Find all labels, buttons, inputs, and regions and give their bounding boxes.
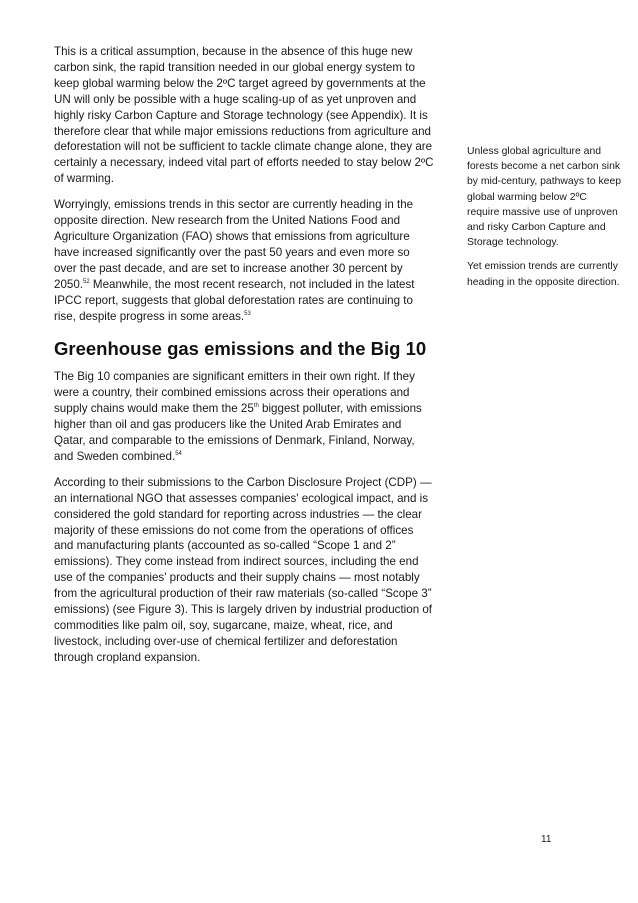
paragraph-carbon-sink-assumption: This is a critical assumption, because in the absence of this huge new carbon sink, the rapid transition needed in our global energy system to keep global warming below the 2ºC target agreed by governments at the UN will only be possible with a huge scaling-up of as yet unproven and highly risky Carbon Capture and Storage technology (see Appendix). It is therefore clear that while major emissions reductions from agriculture and deforestation will not be sufficient to tackle climate change alone, they are certainly a necessary, indeed vital part of efforts needed to stay below 2ºC of warming. xyxy=(54,45,434,186)
ordinal-suffix: th xyxy=(253,403,259,410)
main-column xyxy=(54,44,435,676)
paragraph-big10-text-b: biggest polluter, with emissions higher than oil and gas producers like the United Arab Emirates and Qatar, and comparable to the emissions of Denmark, Finland, Norway, and Sweden combined. xyxy=(54,402,422,463)
paragraph-big10-emitters xyxy=(54,369,435,464)
paragraph-emissions-trends-text-a: Worryingly, emissions trends in this sector are currently heading in the opposite direction. New research from the United Nations Food and Agriculture Organization (FAO) shows that emissions from agriculture have increased significantly over the past 50 years and even more so over the past decade, and are set to increase another 30 percent by 2050. xyxy=(54,198,414,291)
paragraph-emissions-trends-text-b: Meanwhile, the most recent research, not included in the latest IPCC report, suggests that global deforestation rates are continuing to rise, despite progress in some areas. xyxy=(54,277,415,323)
paragraph-emissions-trends xyxy=(54,197,435,324)
page-number: 11 xyxy=(541,834,552,845)
paragraph-cdp-submissions: According to their submissions to the Carbon Disclosure Project (CDP) — an international NGO that assesses companies' ecological impact, and is considered the gold standard for reporting across industries — the clear majority of these emissions do not come from the operations of offices and manufacturing plants (accounted as so-called “Scope 1 and 2” emissions). They come instead from indirect sources, including the end use of the companies' products and their supply chains — most notably from the agricultural production of their raw materials (so-called “Scope 3” emissions) (see Figure 3). This is largely driven by industrial production of commodities like palm oil, soy, sugarcane, maize, wheat, rice, and livestock, including over-use of chemical fertilizer and deforestation through cropland expansion. xyxy=(54,475,433,664)
sidebar-pull-quotes xyxy=(467,144,622,299)
sidebar-note-emission-trends: Yet emission trends are currently heading in the opposite direction. xyxy=(467,261,620,288)
footnote-ref-54: 54 xyxy=(175,450,182,457)
section-heading: Greenhouse gas emissions and the Big 10 xyxy=(54,338,427,360)
paragraph-big10-text-a: The Big 10 companies are significant emitters in their own right. If they were a country, their combined emissions across their operations and supply chains would make them the 25 xyxy=(54,370,415,416)
sidebar-note-carbon-sink: Unless global agriculture and forests become a net carbon sink by mid-century, pathways to keep global warming below 2ºC require massive use of unproven and risky Carbon Capture and Storage technology. xyxy=(467,146,622,249)
footnote-ref-53: 53 xyxy=(244,310,251,317)
footnote-ref-52: 52 xyxy=(83,278,90,285)
